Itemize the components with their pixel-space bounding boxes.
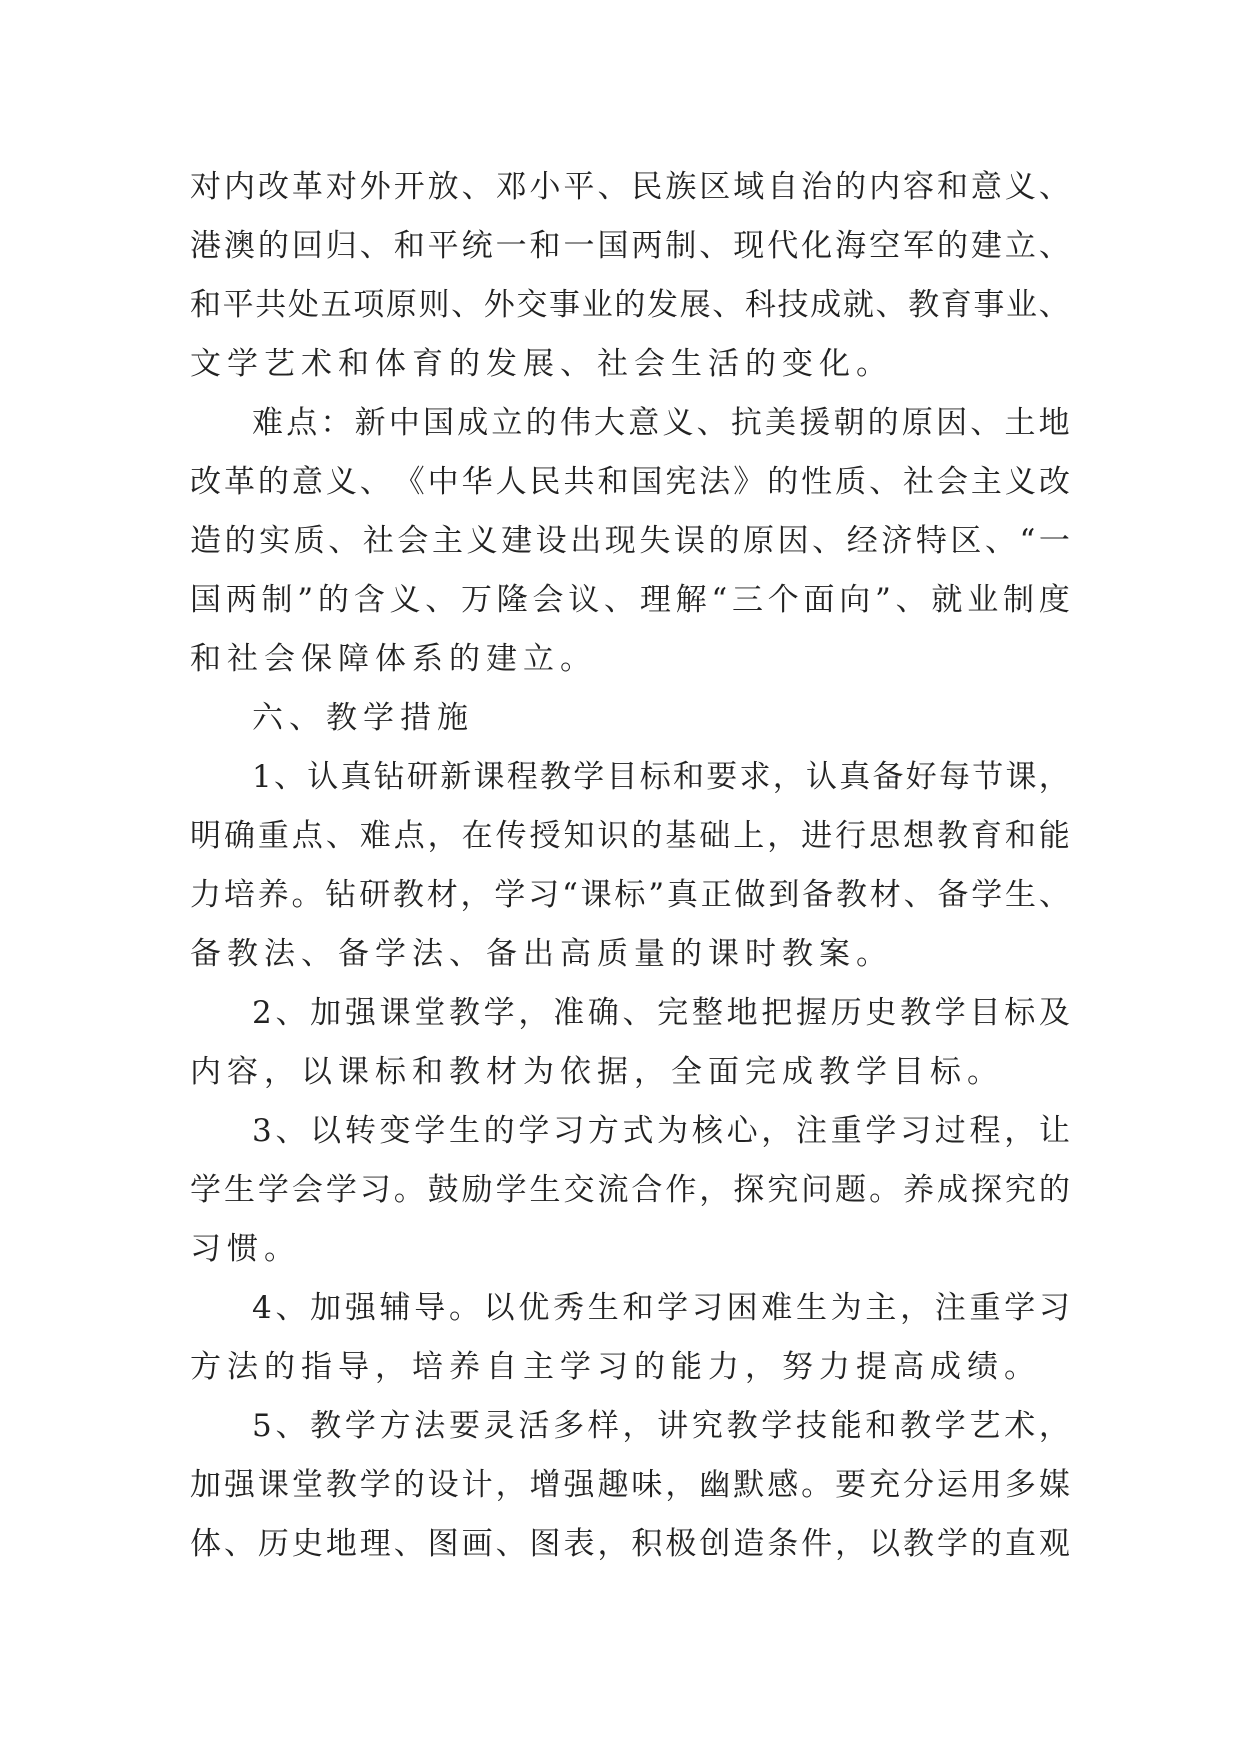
- text-line: 3 、 以 转 变 学 生 的 学 习 方 式 为 核 心 ， 注 重 学 习 过 程 ， 让: [252, 1113, 1070, 1149]
- text-line: 2 、 加 强 课 堂 教 学 ， 准 确 、 完 整 地 把 握 历 史 教 学 目 标 及: [252, 995, 1070, 1031]
- text-line: 加 强 课 堂 教 学 的 设 计 ， 增 强 趣 味 ， 幽 默 感 。 要 充 分 运 用 多 媒: [190, 1467, 1070, 1503]
- text-line: 学 生 学 会 学 习 。 鼓 励 学 生 交 流 合 作 ， 探 究 问 题 。 养 成 探 究 的: [190, 1172, 1070, 1208]
- text-line: 和 平 共 处 五 项 原 则 、 外 交 事 业 的 发 展 、 科 技 成 就 、 教 育 事 业 、: [190, 287, 1070, 323]
- text-line: 六、教学措施: [252, 700, 474, 736]
- text-line: 体 、 历 史 地 理 、 图 画 、 图 表 ， 积 极 创 造 条 件 ， 以 教 学 的 直 观: [190, 1526, 1070, 1562]
- text-line: 4 、 加 强 辅 导 。 以 优 秀 生 和 学 习 困 难 生 为 主 ， 注 重 学 习: [252, 1290, 1070, 1326]
- body-text: [190, 158, 1070, 1574]
- text-line: 内容，以课标和教材为依据，全面完成教学目标。: [190, 1054, 1004, 1090]
- text-line: 对 内 改 革 对 外 开 放 、 邓 小 平 、 民 族 区 域 自 治 的 内 容 和 意 义 、: [190, 169, 1070, 205]
- text-line: 改 革 的 意 义 、 《 中 华 人 民 共 和 国 宪 法 》 的 性 质 、 社 会 主 义 改: [190, 464, 1070, 500]
- text-line: 习惯。: [190, 1231, 301, 1267]
- text-line: 港 澳 的 回 归 、 和 平 统 一 和 一 国 两 制 、 现 代 化 海 空 军 的 建 立 、: [190, 228, 1070, 264]
- text-line: 文学艺术和体育的发展、社会生活的变化。: [190, 346, 893, 382]
- text-line: 难 点 ： 新 中 国 成 立 的 伟 大 意 义 、 抗 美 援 朝 的 原 因 、 土 地: [252, 405, 1070, 441]
- text-line: 5 、 教 学 方 法 要 灵 活 多 样 ， 讲 究 教 学 技 能 和 教 学 艺 术 ，: [252, 1408, 1070, 1444]
- text-line: 和社会保障体系的建立。: [190, 641, 597, 677]
- text-line: 力 培 养 。 钻 研 教 材 ， 学 习 “ 课 标 ” 真 正 做 到 备 教 材 、 备 学 生 、: [190, 877, 1070, 913]
- text-line: 造 的 实 质 、 社 会 主 义 建 设 出 现 失 误 的 原 因 、 经 济 特 区 、 “ 一: [190, 523, 1070, 559]
- text-line: 备教法、备学法、备出高质量的课时教案。: [190, 936, 893, 972]
- text-line: 1 、 认 真 钻 研 新 课 程 教 学 目 标 和 要 求 ， 认 真 备 好 每 节 课 ，: [252, 759, 1070, 795]
- text-line: 方法的指导，培养自主学习的能力，努力提高成绩。: [190, 1349, 1041, 1385]
- text-line: 明 确 重 点 、 难 点 ， 在 传 授 知 识 的 基 础 上 ， 进 行 思 想 教 育 和 能: [190, 818, 1070, 854]
- text-line: 国 两 制 ” 的 含 义 、 万 隆 会 议 、 理 解 “ 三 个 面 向 ” 、 就 业 制 度: [190, 582, 1070, 618]
